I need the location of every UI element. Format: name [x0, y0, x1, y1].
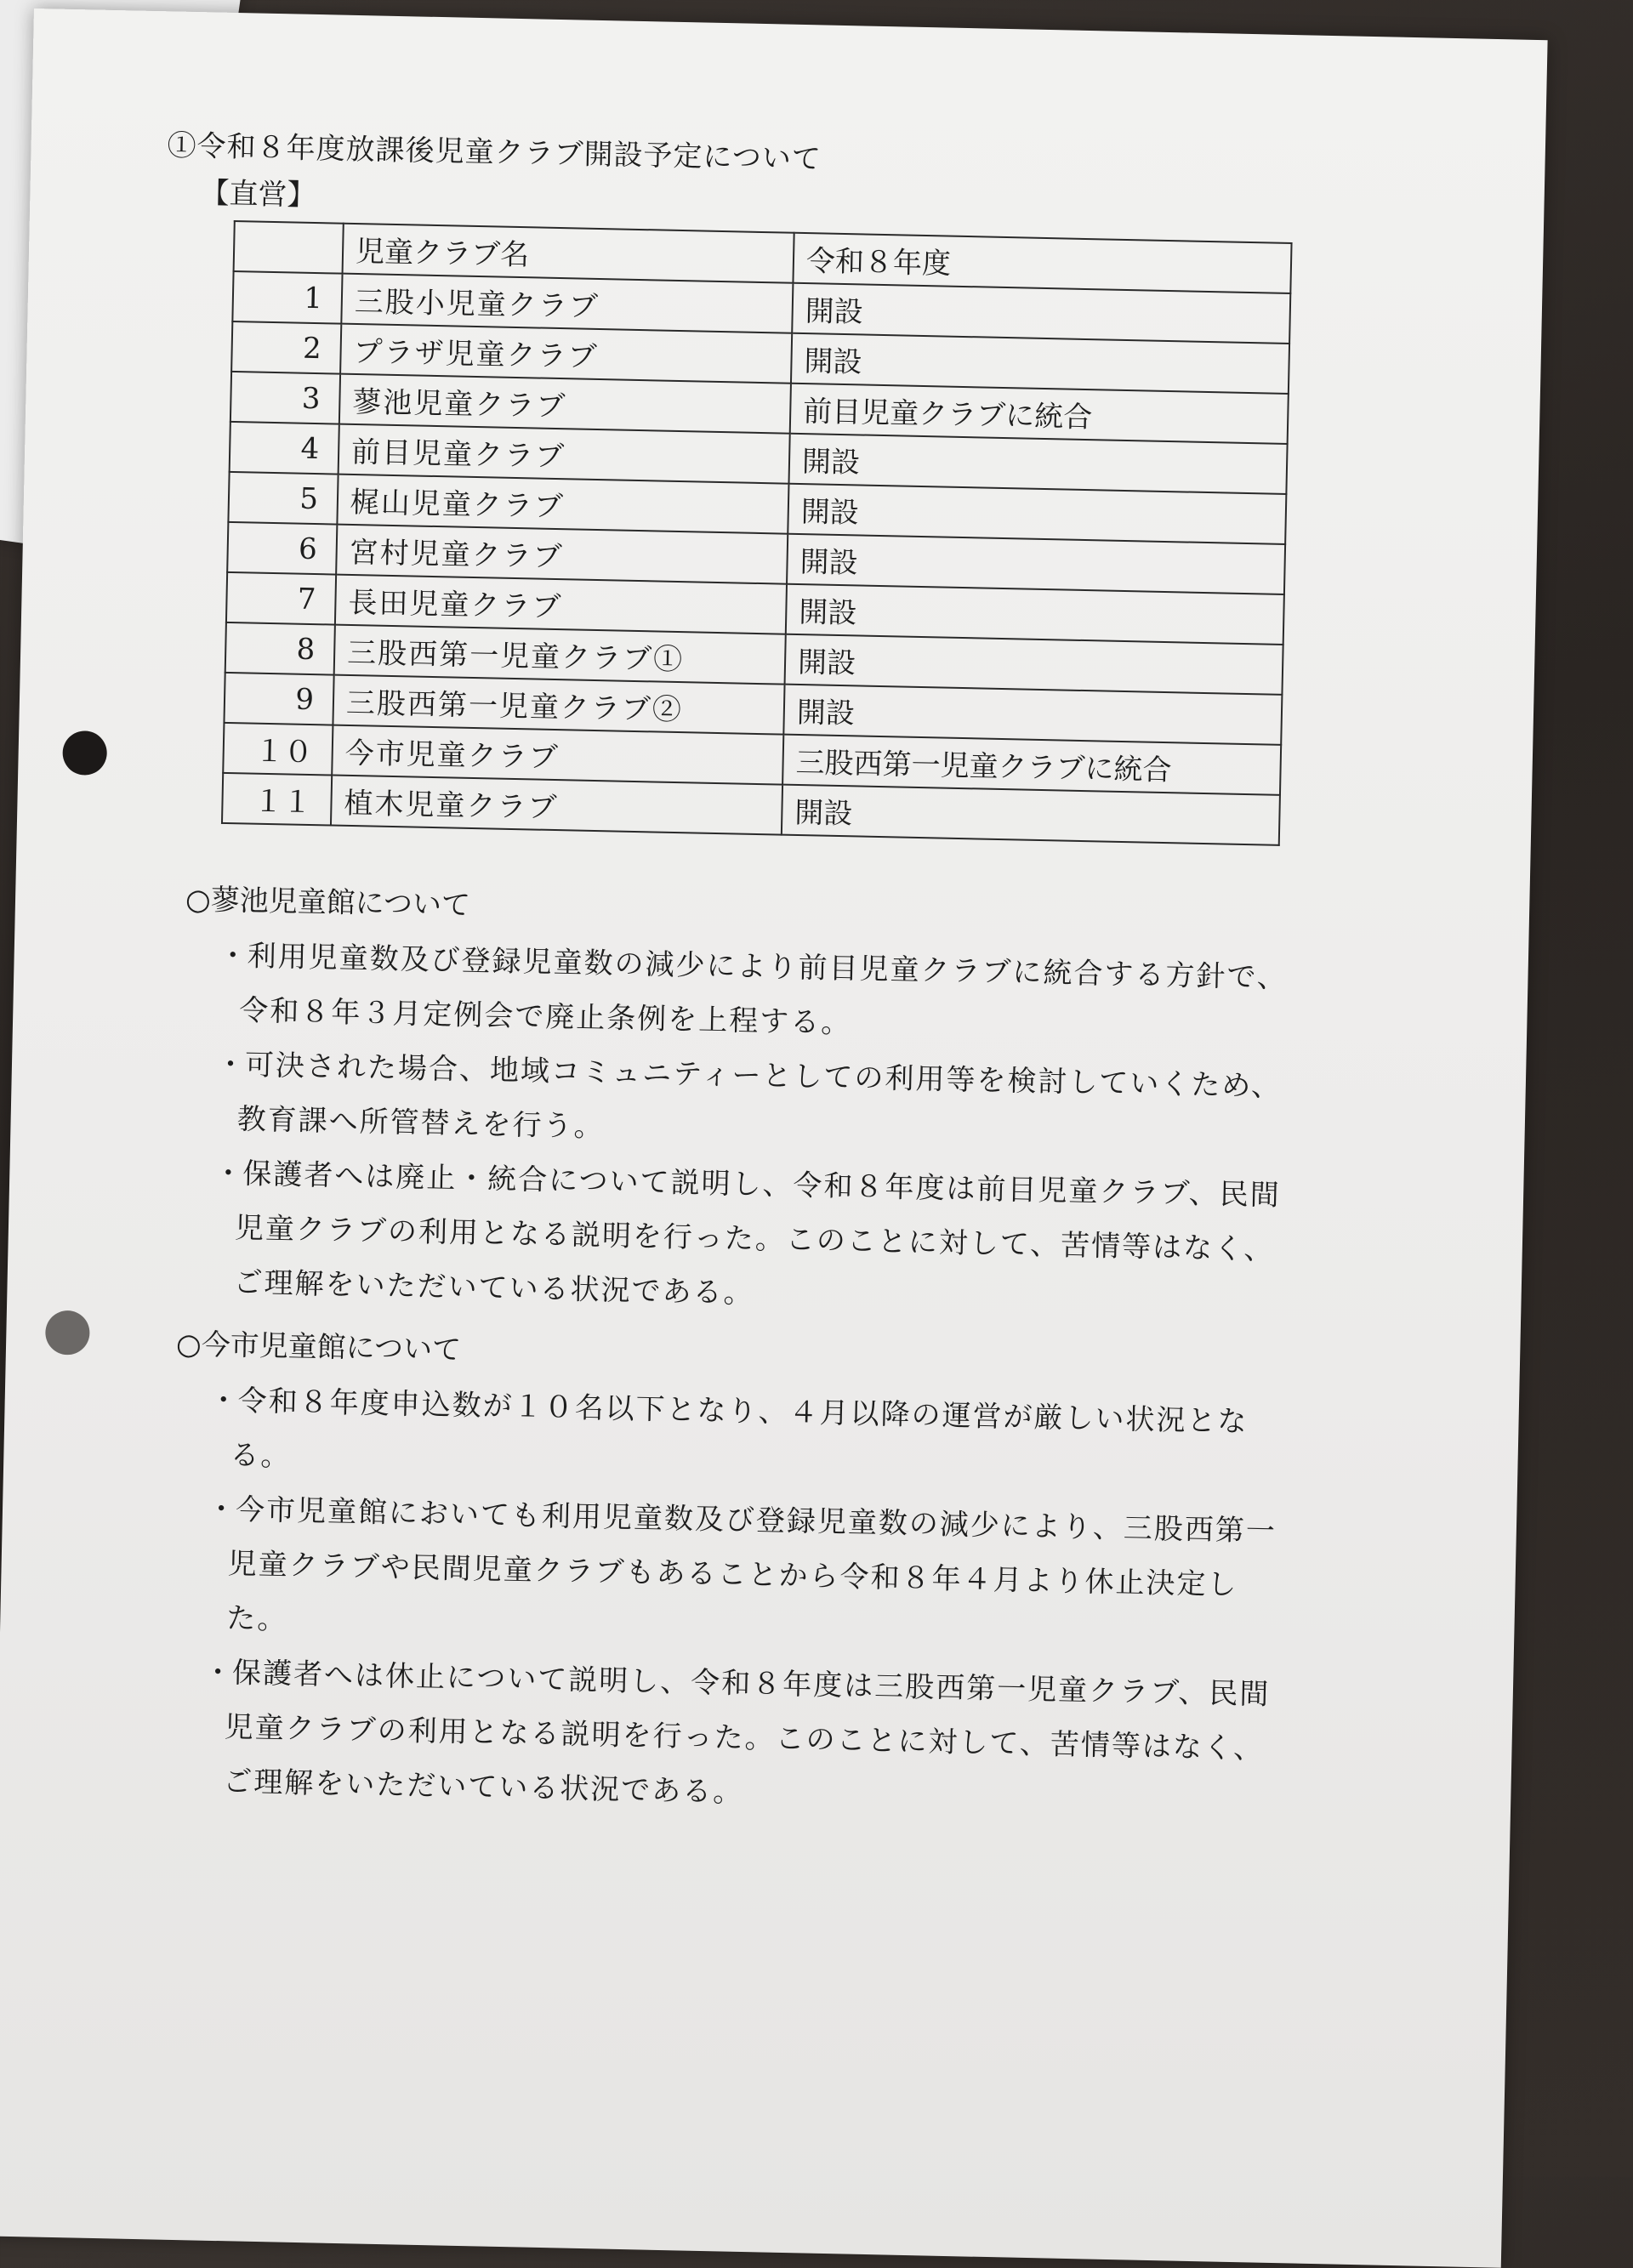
club-status: 前目児童クラブに統合 — [790, 384, 1289, 444]
club-status: 開設 — [782, 785, 1280, 845]
club-name: 三股西第一児童クラブ① — [334, 625, 786, 685]
club-name: 前目児童クラブ — [339, 424, 790, 484]
table-header-fiscal-year: 令和８年度 — [793, 233, 1291, 293]
club-name: 梶山児童クラブ — [337, 475, 788, 534]
club-status: 開設 — [791, 333, 1289, 394]
table-header-club-name: 児童クラブ名 — [343, 224, 794, 283]
club-status: 開設 — [792, 283, 1290, 344]
club-status: 開設 — [786, 584, 1284, 645]
section-heading: ○蓼池児童館について — [185, 882, 471, 923]
club-name: 宮村児童クラブ — [336, 525, 788, 584]
row-number: 2 — [231, 321, 341, 374]
club-name: 三股小児童クラブ — [341, 274, 793, 333]
club-status: 開設 — [787, 534, 1285, 594]
list-item: ・ 利用児童数及び登録児童数の減少により前目児童クラブに統合する方針で、令和８年３月定例会で廃止条例を上程する。 — [217, 929, 1295, 1060]
row-number: 4 — [230, 422, 339, 475]
row-number: 9 — [224, 673, 333, 725]
club-status: 開設 — [785, 634, 1283, 695]
club-status: 開設 — [788, 484, 1286, 544]
row-number: 8 — [225, 622, 335, 675]
row-number: 6 — [227, 522, 337, 575]
club-status: 開設 — [783, 685, 1282, 745]
list-item: ・ 保護者へは休止について説明し、令和８年度は三股西第一児童クラブ、民間児童クラブの利用となる説明を行った。このことに対して、苦情等はなく、ご理解をいただいている状況である。 — [201, 1646, 1281, 1831]
tadeike-section — [177, 876, 1291, 1332]
list-item: ・ 令和８年度申込数が１０名以下となり、４月以降の運営が厳しい状況となる。 — [208, 1373, 1286, 1504]
section-label: 【直営】 — [200, 176, 316, 213]
row-number: 7 — [226, 572, 336, 625]
club-name: 蓼池児童クラブ — [339, 374, 791, 434]
document-title: ①令和８年度放課後児童クラブ開設予定について — [167, 128, 822, 177]
club-status: 三股西第一児童クラブに統合 — [782, 735, 1281, 795]
imaichi-section — [167, 1321, 1283, 1831]
document-content — [133, 122, 1307, 1831]
club-name: 今市児童クラブ — [332, 725, 783, 785]
punch-hole — [45, 1310, 90, 1356]
list-item: ・ 今市児童館においても利用児童数及び登録児童数の減少により、三股西第一児童クラブや民間児童クラブもあることから令和８年４月より休止決定した。 — [204, 1482, 1284, 1668]
row-number: １０ — [223, 723, 333, 776]
document-page — [0, 9, 1548, 2268]
club-table — [221, 220, 1293, 846]
club-name: 長田児童クラブ — [335, 575, 787, 634]
punch-hole — [62, 730, 107, 776]
club-name: 三股西第一児童クラブ② — [333, 675, 784, 735]
row-number: １１ — [222, 773, 332, 826]
list-item: ・ 保護者へは廃止・統合について説明し、令和８年度は前目児童クラブ、民間児童クラブの利用となる説明を行った。このことに対して、苦情等はなく、ご理解をいただいている状況である。 — [211, 1146, 1291, 1332]
row-number: 3 — [230, 372, 340, 424]
section-heading: ○今市児童館について — [175, 1327, 462, 1367]
bullet-list — [167, 1373, 1281, 1831]
bullet-list — [177, 928, 1290, 1332]
row-number: 1 — [232, 271, 342, 324]
row-number: 5 — [228, 472, 338, 525]
club-status: 開設 — [788, 434, 1287, 494]
table-header-number — [234, 221, 344, 274]
list-item: ・ 可決された場合、地域コミュニティーとしての利用等を検討していくため、教育課へ所管替えを行う。 — [214, 1037, 1293, 1168]
club-name: 植木児童クラブ — [331, 776, 782, 835]
club-name: プラザ児童クラブ — [340, 324, 792, 384]
